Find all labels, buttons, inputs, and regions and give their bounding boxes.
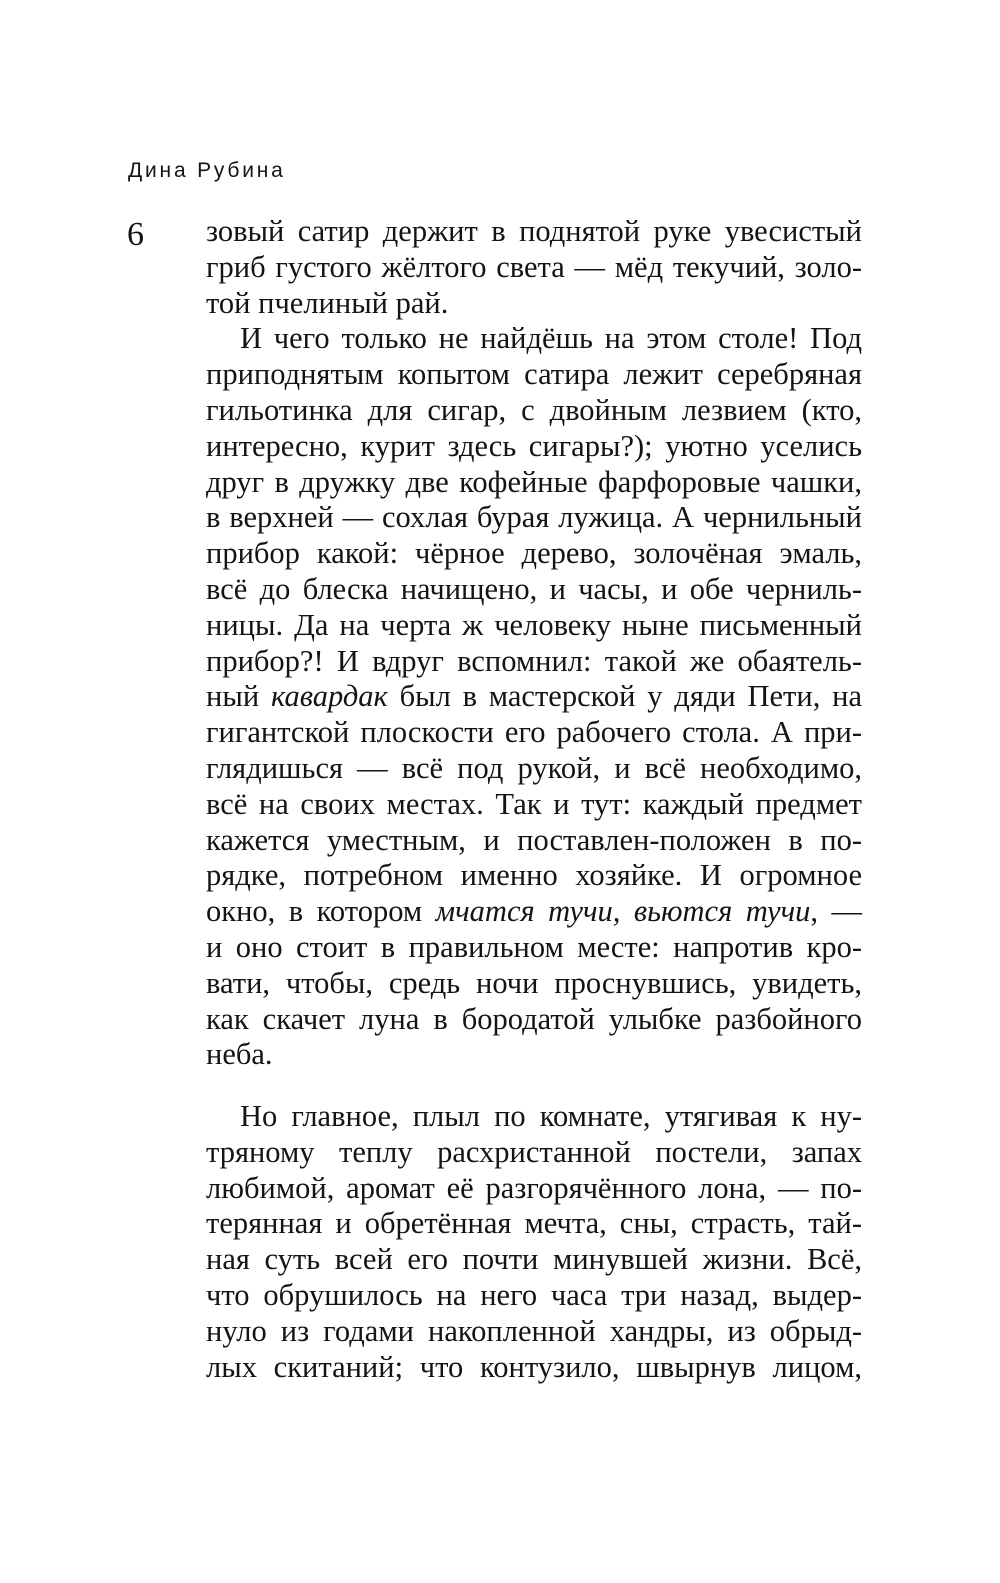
- section-text-block: [206, 1099, 862, 1385]
- text-line: в верхней — сохлая бурая лужица. А чернильный: [206, 500, 862, 535]
- text-line: прибор?! И вдруг вспомнил: такой же обаятель-: [206, 643, 862, 678]
- main-text-block: [206, 214, 862, 1073]
- text-line: рядке, потребном именно хозяйке. И огромное: [206, 858, 862, 893]
- running-head-author: Дина Рубина: [128, 159, 286, 182]
- text-line: гриб густого жёлтого света — мёд текучий, золо-: [206, 249, 862, 284]
- italic-phrase: мчатся тучи, вьются тучи: [435, 894, 811, 929]
- text-line: глядишься — всё под рукой, и всё необходимо,: [206, 750, 862, 785]
- text-line: интересно, курит здесь сигары?); уютно уселись: [206, 428, 862, 463]
- page-number: 6: [127, 216, 144, 253]
- text-run: ный: [206, 679, 271, 714]
- paragraph: [206, 321, 862, 1073]
- text-line: терянная и обретённая мечта, сны, страсть, тай-: [206, 1206, 862, 1241]
- text-line: зовый сатир держит в поднятой руке увесистый: [206, 214, 862, 248]
- text-line: тряному теплу расхристанной постели, запах: [206, 1134, 862, 1169]
- text-line: и оно стоит в правильном месте: напротив кро-: [206, 929, 862, 964]
- italic-phrase: кавардак: [270, 679, 388, 714]
- text-line-with-italic: [206, 679, 862, 715]
- text-line: что обрушилось на него часа три назад, выдер-: [206, 1277, 862, 1312]
- text-line: неба.: [206, 1037, 273, 1072]
- text-line: вати, чтобы, средь ночи проснувшись, увидеть,: [206, 965, 862, 1000]
- text-line: ницы. Да на черта ж человеку ныне письменный: [206, 607, 862, 642]
- text-line: приподнятым копытом сатира лежит серебряная: [206, 357, 862, 392]
- paragraph: [206, 214, 862, 321]
- text-line: гигантской плоскости его рабочего стола. А при-: [206, 715, 862, 750]
- text-run: был в мастерской у дяди Пети, на: [387, 679, 862, 714]
- text-line: кажется уместным, и поставлен-положен в по-: [206, 822, 862, 857]
- text-line: всё на своих местах. Так и тут: каждый предмет: [206, 786, 862, 821]
- text-line-with-italic: [206, 894, 862, 930]
- text-line: И чего только не найдёшь на этом столе! Под: [240, 321, 862, 356]
- text-run: окно, в котором: [206, 894, 436, 929]
- text-line: любимой, аромат её разгорячённого лона, — по-: [206, 1170, 862, 1205]
- text-line: той пчелиный рай.: [206, 285, 449, 320]
- text-line: лых скитаний; что контузило, швырнув лицом,: [206, 1349, 862, 1384]
- text-line: Но главное, плыл по комнате, утягивая к ну-: [240, 1099, 862, 1133]
- text-line: как скачет луна в бородатой улыбке разбойного: [206, 1001, 862, 1036]
- text-line: прибор какой: чёрное дерево, золочёная эмаль,: [206, 536, 862, 571]
- text-line: ная суть всей его почти минувшей жизни. Всё,: [206, 1242, 862, 1277]
- text-run: , —: [810, 894, 862, 929]
- text-line: всё до блеска начищено, и часы, и обе черниль-: [206, 571, 862, 606]
- text-line: нуло из годами накопленной хандры, из обрыд-: [206, 1313, 862, 1348]
- paragraph: [206, 1099, 862, 1385]
- text-line: друг в дружку две кофейные фарфоровые чашки,: [206, 464, 862, 499]
- text-line: гильотинка для сигар, с двойным лезвием (кто,: [206, 392, 862, 427]
